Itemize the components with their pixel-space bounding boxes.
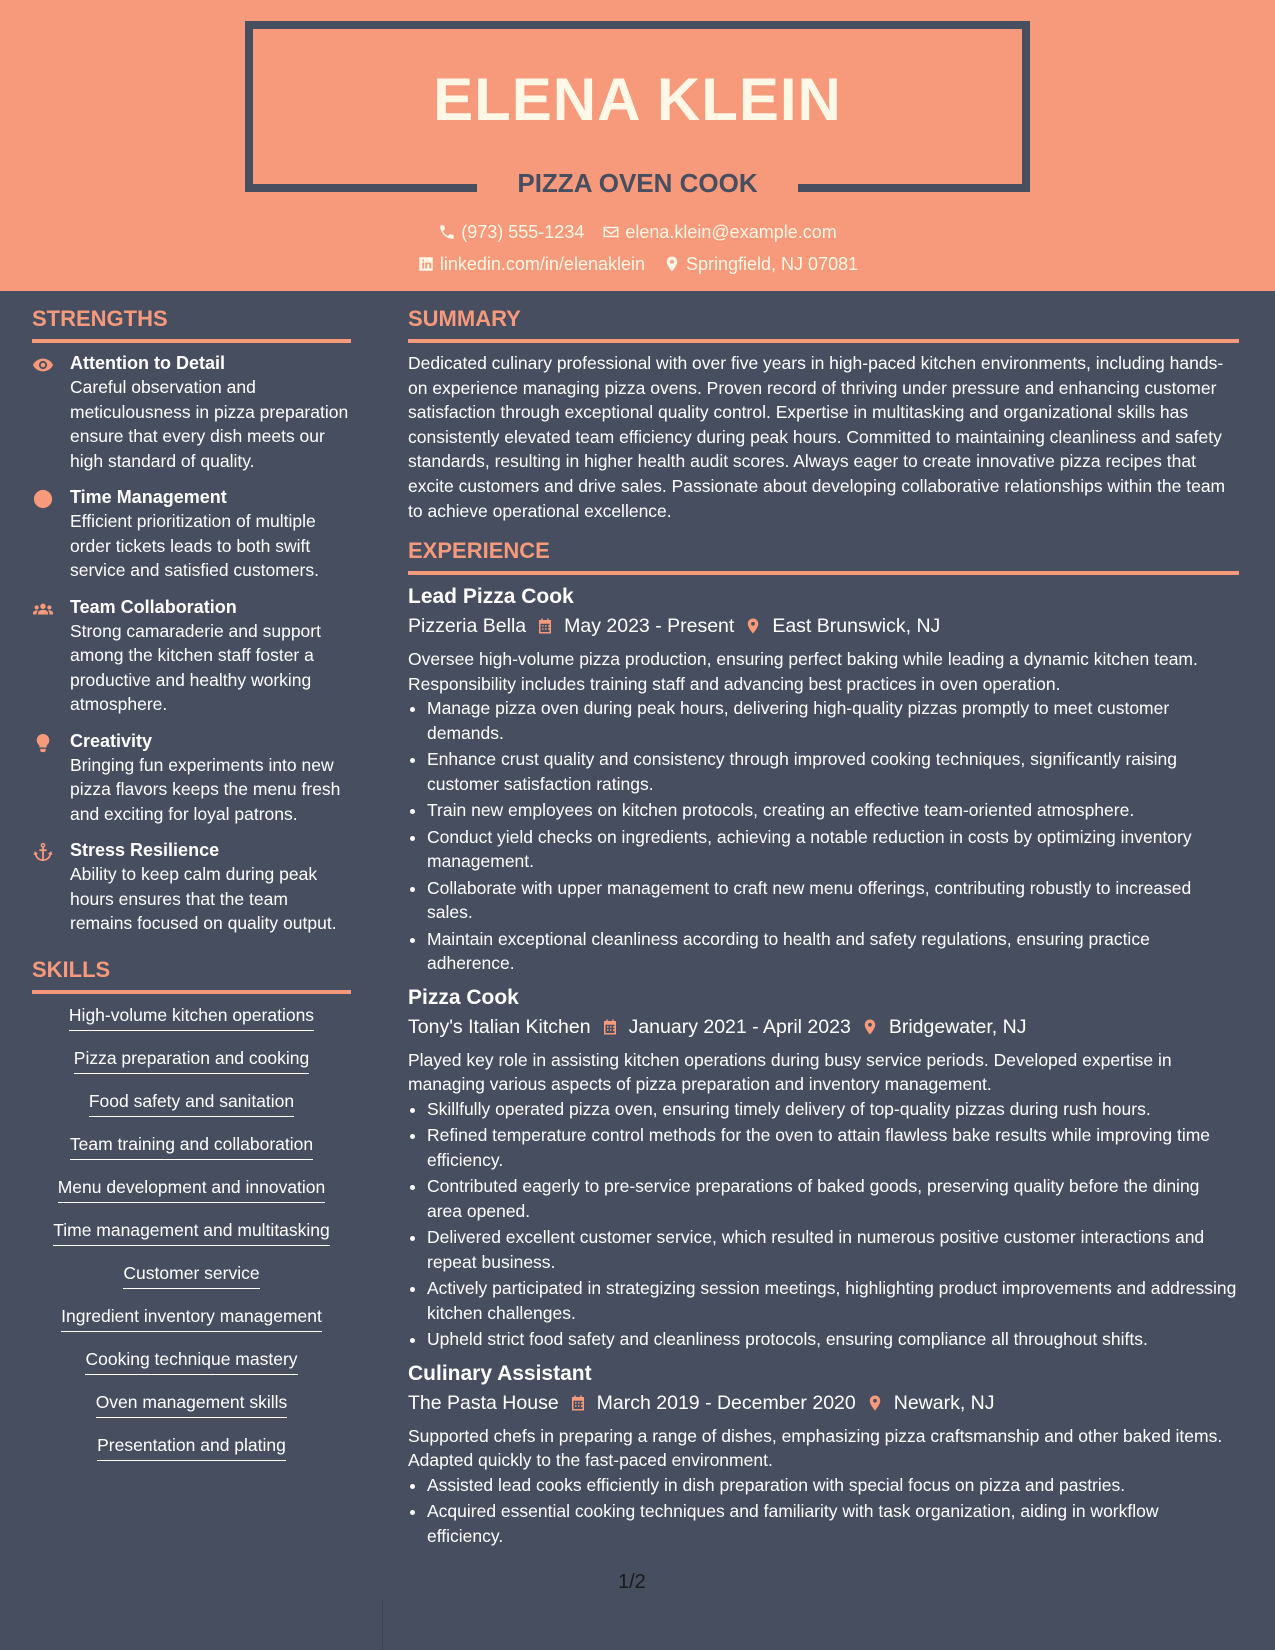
job-entry [408, 984, 1239, 1352]
location-text: Springfield, NJ 07081 [686, 254, 859, 274]
job-desc: Oversee high-volume pizza production, ensuring perfect baking while leading a dynamic kitchen team. Responsibility includes training staff and advancing best practices in oven operation. [408, 649, 1198, 694]
job-location: Bridgewater, NJ [888, 1015, 1027, 1038]
bullet-item: • Acquired essential cooking techniques and familiarity with task organization, aiding in workflow efficiency. [427, 1499, 1239, 1548]
strength-desc: Ability to keep calm during peak hours ensures that the team remains focused on quality output. [70, 864, 337, 933]
skills-title: SKILLS [32, 956, 351, 994]
strength-item [32, 729, 351, 827]
job-entry [408, 1360, 1239, 1549]
map-pin-icon [744, 616, 762, 636]
job-meta [408, 1014, 1239, 1040]
map-pin-icon [866, 1393, 884, 1413]
job-desc: Played key role in assisting kitchen operations during busy service periods. Developed expertise in managing various aspects of pizza preparation and inventory management. [408, 1049, 1172, 1095]
bullet-item: • Collaborate with upper management to craft new menu offerings, contributing robustly to increased sales. [427, 876, 1239, 925]
skill-item: Team training and collaboration [70, 1133, 313, 1160]
linkedin-text: linkedin.com/in/elenaklein [439, 254, 645, 274]
skill-item: Cooking technique mastery [85, 1348, 297, 1375]
bullet-item: • Conduct yield checks on ingredients, achieving a notable reduction in costs by optimizing inventory management. [427, 825, 1239, 874]
strength-item [32, 351, 351, 473]
clock-icon [32, 489, 54, 509]
job-entry [408, 583, 1239, 976]
summary-title: SUMMARY [408, 305, 1239, 343]
email-text: elena.klein@example.com [625, 222, 837, 242]
skill-item: Food safety and sanitation [89, 1090, 294, 1117]
bullet-item: • Enhance crust quality and consistency through improved cooking techniques, significantly raising customer satisfaction ratings. [427, 747, 1239, 796]
strength-name: Attention to Detail [70, 353, 225, 373]
job-bullets [408, 1097, 1239, 1352]
skill-list [32, 1004, 351, 1477]
job-bullets [408, 1473, 1239, 1549]
bullet-item: • Skillfully operated pizza oven, ensuring timely delivery of top-quality pizzas during rush hours. [427, 1097, 1239, 1122]
skill-item: Presentation and plating [97, 1434, 286, 1461]
strength-item [32, 838, 351, 936]
strength-name: Team Collaboration [70, 596, 237, 617]
users-icon [32, 599, 54, 619]
bullet-item: • Train new employees on kitchen protocols, creating an effective team-oriented atmosphere. [427, 798, 1239, 823]
job-meta [408, 613, 1239, 639]
resume-header [0, 0, 1275, 291]
map-pin-icon [663, 255, 681, 273]
job-desc: Supported chefs in preparing a range of dishes, emphasizing pizza craftsmanship and other baked items. Adapted quickly to the fast-paced environment. [408, 1425, 1223, 1471]
job-dates: January 2021 - April 2023 [628, 1015, 851, 1038]
bullet-item: • Assisted lead cooks efficiently in dish preparation with special focus on pizza and pastries. [427, 1473, 1239, 1498]
phone-icon [438, 223, 456, 241]
skill-item: Time management and multitasking [53, 1219, 330, 1246]
strength-desc: Strong camaraderie and support among the kitchen staff foster a productive and healthy working atmosphere. [70, 620, 321, 714]
contact-row-1 [0, 221, 1275, 243]
linkedin-icon [417, 255, 435, 273]
calendar-icon [536, 616, 554, 636]
job-role: Pizza Cook [408, 985, 519, 1009]
right-column [408, 305, 1239, 1556]
strength-desc: Efficient prioritization of multiple order tickets leads to both swift service and satisfied customers. [70, 511, 319, 580]
skill-item: High-volume kitchen operations [69, 1004, 314, 1031]
strength-name: Stress Resilience [70, 840, 220, 860]
page-number: 1/2 [618, 1571, 646, 1593]
strength-name: Creativity [70, 730, 153, 751]
skill-item: Menu development and innovation [58, 1176, 326, 1203]
map-pin-icon [861, 1017, 879, 1037]
strength-name: Time Management [70, 487, 227, 507]
bullet-item: • Contributed eagerly to pre-service preparations of baked goods, preserving quality before the dining area opened. [427, 1174, 1239, 1223]
contact-linkedin[interactable] [417, 253, 645, 275]
envelope-icon [602, 223, 620, 241]
job-company: Tony's Italian Kitchen [408, 1015, 591, 1038]
skill-item: Oven management skills [96, 1391, 288, 1418]
job-dates: May 2023 - Present [564, 615, 735, 638]
skill-item: Customer service [123, 1262, 259, 1289]
job-role: Culinary Assistant [408, 1361, 592, 1385]
strength-item [32, 595, 351, 717]
job-title: PIZZA OVEN COOK [517, 168, 758, 198]
anchor-icon [32, 842, 54, 862]
skill-item: Ingredient inventory management [61, 1305, 322, 1332]
bullet-item: • Manage pizza oven during peak hours, delivering high-quality pizzas promptly to meet customer demands. [427, 696, 1239, 745]
calendar-icon [601, 1017, 619, 1037]
strength-desc: Careful observation and meticulousness in pizza preparation ensure that every dish meets our high standard of quality. [70, 377, 349, 471]
job-company: The Pasta House [408, 1391, 559, 1414]
experience-title: EXPERIENCE [408, 537, 1239, 575]
lightbulb-icon [32, 733, 54, 753]
bullet-item: • Delivered excellent customer service, which resulted in numerous positive customer interactions and repeat business. [427, 1225, 1239, 1274]
candidate-name: ELENA KLEIN [433, 66, 842, 133]
contact-email[interactable] [602, 221, 836, 243]
skill-item: Pizza preparation and cooking [74, 1047, 309, 1074]
contact-row-2 [0, 253, 1275, 275]
bullet-item: • Maintain exceptional cleanliness according to health and safety regulations, ensuring practice adherence. [427, 927, 1239, 976]
job-company: Pizzeria Bella [408, 615, 527, 638]
job-bullets [408, 696, 1239, 976]
job-meta [408, 1390, 1239, 1416]
calendar-icon [569, 1393, 587, 1413]
bullet-item: • Upheld strict food safety and cleanliness protocols, ensuring compliance all throughout shifts. [427, 1327, 1239, 1352]
contact-phone [438, 221, 584, 243]
left-column [32, 305, 351, 1477]
phone-text: (973) 555-1234 [461, 222, 585, 242]
column-divider [382, 1600, 383, 1650]
strength-desc: Bringing fun experiments into new pizza flavors keeps the menu fresh and exciting for loyal patrons. [70, 754, 341, 824]
job-role: Lead Pizza Cook [408, 585, 574, 609]
job-dates: March 2019 - December 2020 [596, 1391, 856, 1414]
summary-text: Dedicated culinary professional with over five years in high-paced kitchen environments, including hands-on experience managing pizza ovens. Proven record of thriving under pressure and enhancing customer satisfaction through exceptional quality control. Expertise in multitasking and organizational skills has consistently elevated team efficiency during peak hours. Committed to maintaining cleanliness and safety standards, resulting in higher health audit scores. Always eager to create innovative pizza recipes that excite customers and drive sales. Passionate about developing collaborative relationships within the team to achieve operational excellence. [408, 353, 1226, 521]
strengths-title: STRENGTHS [32, 305, 351, 343]
bullet-item: • Actively participated in strategizing session meetings, highlighting product improvements and addressing kitchen challenges. [427, 1276, 1239, 1325]
eye-icon [32, 355, 54, 375]
bullet-item: • Refined temperature control methods for the oven to attain flawless bake results while improving time efficiency. [427, 1123, 1239, 1172]
job-location: East Brunswick, NJ [772, 615, 941, 638]
strength-item [32, 485, 351, 583]
contact-location [663, 253, 858, 275]
job-location: Newark, NJ [893, 1391, 995, 1414]
